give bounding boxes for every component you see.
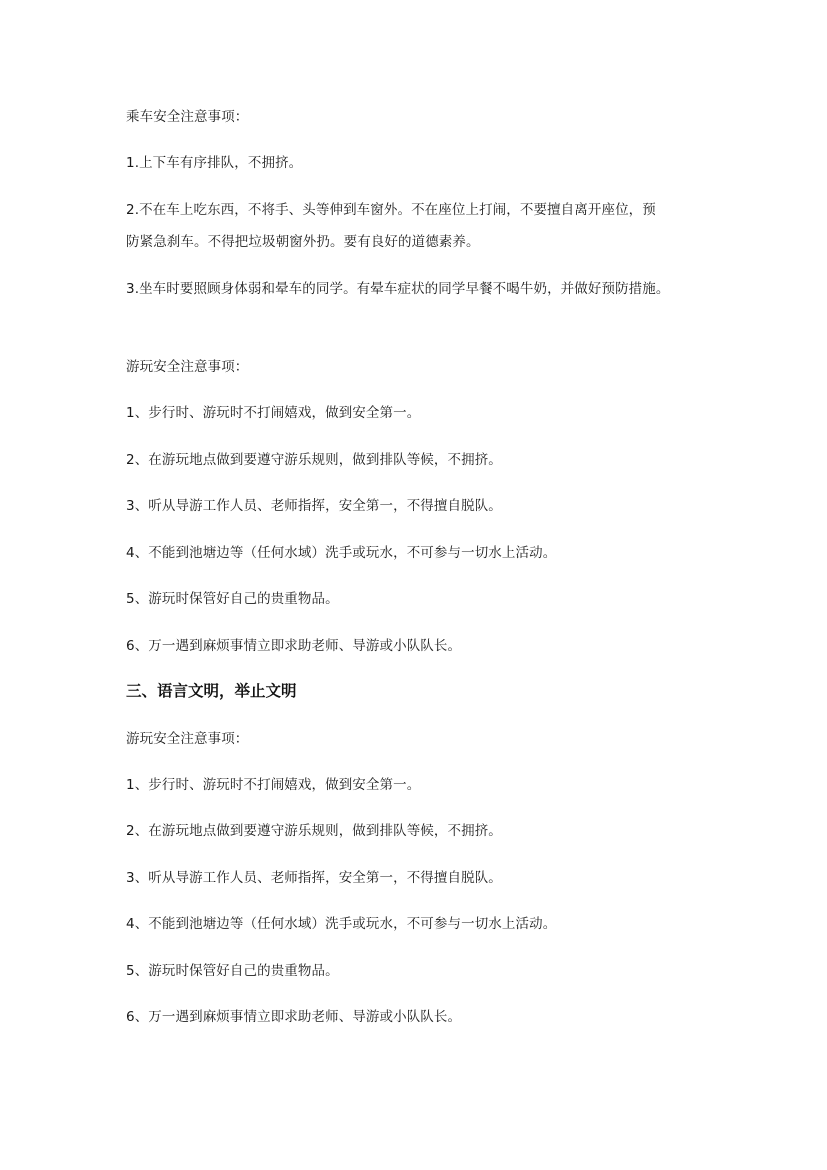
play-item-5: 5、游玩时保管好自己的贵重物品。 <box>126 591 339 607</box>
play-item-2: 2、在游玩地点做到要遵守游乐规则，做到排队等候，不拥挤。 <box>126 452 502 468</box>
play2-item-4: 4、不能到池塘边等（任何水域）洗手或玩水，不可参与一切水上活动。 <box>126 916 557 932</box>
ride-item-2-line-1: 2.不在车上吃东西，不将手、头等伸到车窗外。不在座位上打闹，不要擅自离开座位，预 <box>126 202 656 218</box>
play2-item-6: 6、万一遇到麻烦事情立即求助老师、导游或小队队长。 <box>126 1009 462 1025</box>
ride-item-1: 1.上下车有序排队，不拥挤。 <box>126 155 303 171</box>
ride-item-2-line-2: 防紧急刹车。不得把垃圾朝窗外扔。要有良好的道德素养。 <box>126 234 480 250</box>
play2-item-1: 1、步行时、游玩时不打闹嬉戏，做到安全第一。 <box>126 777 421 793</box>
ride-item-3: 3.坐车时要照顾身体弱和晕车的同学。有晕车症状的同学早餐不喝牛奶，并做好预防措施。 <box>126 281 670 297</box>
play-item-4: 4、不能到池塘边等（任何水域）洗手或玩水，不可参与一切水上活动。 <box>126 545 557 561</box>
play-item-3: 3、听从导游工作人员、老师指挥，安全第一，不得擅自脱队。 <box>126 498 502 514</box>
section-heading-3: 三、语言文明，举止文明 <box>126 682 297 700</box>
play-item-6: 6、万一遇到麻烦事情立即求助老师、导游或小队队长。 <box>126 638 462 654</box>
play2-item-3: 3、听从导游工作人员、老师指挥，安全第一，不得擅自脱队。 <box>126 870 502 886</box>
play-item-1: 1、步行时、游玩时不打闹嬉戏，做到安全第一。 <box>126 405 421 421</box>
play2-item-2: 2、在游玩地点做到要遵守游乐规则，做到排队等候，不拥挤。 <box>126 823 502 839</box>
play-safety-title-2: 游玩安全注意事项： <box>126 731 249 747</box>
ride-safety-title: 乘车安全注意事项： <box>126 109 249 125</box>
play-safety-title: 游玩安全注意事项： <box>126 359 249 375</box>
play2-item-5: 5、游玩时保管好自己的贵重物品。 <box>126 963 339 979</box>
